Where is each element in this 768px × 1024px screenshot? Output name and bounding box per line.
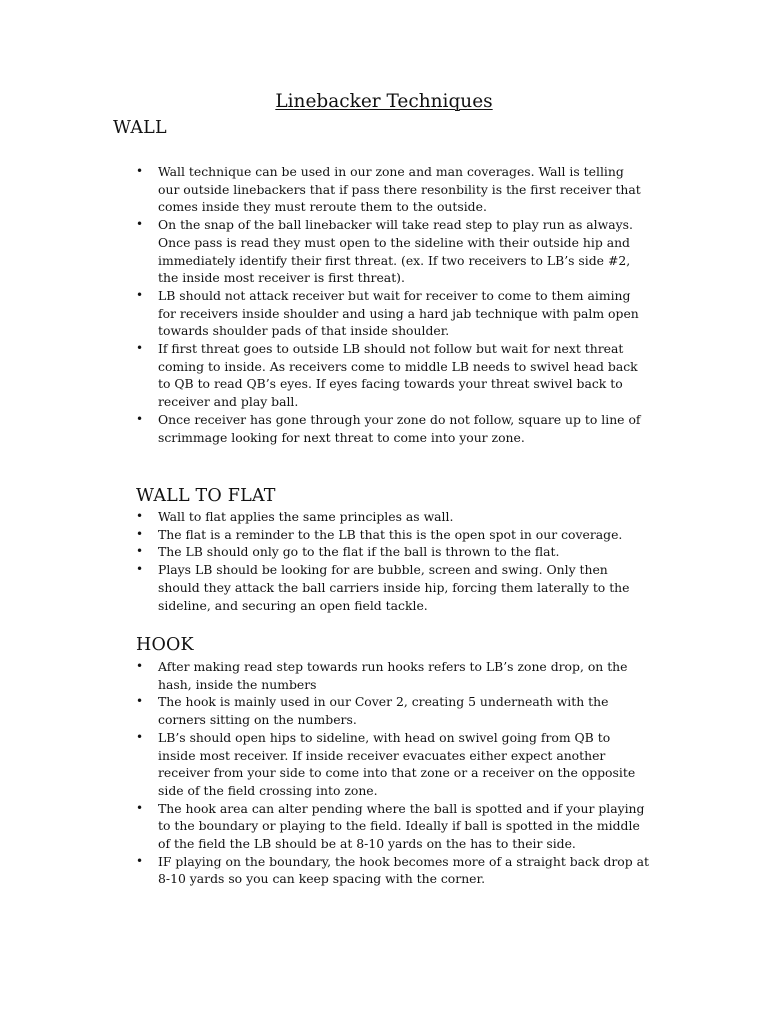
- list-item: [136, 411, 656, 446]
- section-heading-wall-to-flat: WALL TO FLAT: [136, 486, 276, 506]
- list-item: [136, 800, 656, 853]
- list-item: [136, 340, 656, 411]
- bullet-icon: •: [136, 509, 144, 523]
- list-item-text: Once receiver has gone through your zone do not follow, square up to line of scrimmage looking for next threat to come into your zone.: [158, 411, 641, 445]
- list-item-text: The hook area can alter pending where the ball is spotted and if your playing to the boundary or playing to the field. Ideally if ball is spotted in the middle of the field the LB should be at 8-10 yards on the has to their side.: [158, 800, 645, 852]
- bullet-icon: •: [136, 659, 144, 673]
- bullet-list-wall-to-flat: [136, 508, 656, 614]
- list-item: [136, 658, 656, 693]
- list-item-text: After making read step towards run hooks refers to LB’s zone drop, on the hash, inside the numbers: [158, 659, 628, 692]
- list-item: [136, 163, 656, 216]
- bullet-icon: •: [136, 800, 144, 815]
- bullet-icon: •: [136, 287, 144, 302]
- bullet-icon: •: [136, 562, 144, 577]
- list-item-text: If first threat goes to outside LB should not follow but wait for next threat coming to inside. As receivers come to middle LB needs to swivel head back to QB to read QB’s eyes. If eyes facing towards your threat swivel back to receiver and play ball.: [158, 341, 638, 410]
- list-item: [136, 216, 656, 287]
- list-item: [136, 561, 656, 614]
- bullet-list-hook: [136, 658, 656, 888]
- bullet-icon: •: [136, 164, 144, 178]
- list-item: [136, 729, 656, 800]
- list-item-text: The LB should only go to the flat if the ball is thrown to the flat.: [158, 544, 560, 560]
- list-item-text: IF playing on the boundary, the hook becomes more of a straight back drop at 8-10 yards so you can keep spacing with the corner.: [158, 853, 649, 887]
- section-heading-hook: HOOK: [136, 635, 194, 655]
- list-item-text: Plays LB should be looking for are bubble, screen and swing. Only then should they attack the ball carriers inside hip, forcing them laterally to the sideline, and securing an open field tackle.: [158, 562, 630, 613]
- list-item-text: Wall to flat applies the same principles as wall.: [158, 509, 454, 524]
- list-item: [136, 526, 656, 544]
- list-item: [136, 853, 656, 888]
- bullet-icon: •: [136, 411, 144, 426]
- bullet-icon: •: [136, 729, 144, 744]
- list-item: [136, 543, 656, 561]
- list-item-text: The flat is a reminder to the LB that this is the open spot in our coverage.: [158, 526, 623, 542]
- list-item-text: On the snap of the ball linebacker will take read step to play run as always. Once pass is read they must open to the sideline with their outside hip and immediately identify their first threat. (ex. If two receivers to LB’s side #2, the inside most receiver is first threat).: [158, 217, 633, 286]
- section-heading-wall: WALL: [113, 118, 167, 138]
- bullet-icon: •: [136, 853, 144, 868]
- document-title: Linebacker Techniques: [275, 91, 493, 112]
- list-item-text: The hook is mainly used in our Cover 2, creating 5 underneath with the corners sitting on the numbers.: [158, 694, 609, 728]
- bullet-list-wall: [136, 163, 656, 446]
- list-item-text: Wall technique can be used in our zone and man coverages. Wall is telling our outside linebackers that if pass there resonbility is the first receiver that comes inside they must reroute them to the outside.: [158, 164, 641, 215]
- list-item-text: LB’s should open hips to sideline, with head on swivel going from QB to inside most receiver. If inside receiver evacuates either expect another receiver from your side to come into that zone or a receiver on the opposite side of the field crossing into zone.: [158, 729, 636, 798]
- list-item: [136, 287, 656, 340]
- list-item-text: LB should not attack receiver but wait for receiver to come to them aiming for receivers inside shoulder and using a hard jab technique with palm open towards shoulder pads of that inside shoulder.: [158, 287, 639, 339]
- bullet-icon: •: [136, 544, 144, 559]
- list-item: [136, 693, 656, 728]
- bullet-icon: •: [136, 217, 144, 232]
- list-item: [136, 508, 656, 526]
- bullet-icon: •: [136, 694, 144, 709]
- bullet-icon: •: [136, 526, 144, 541]
- bullet-icon: •: [136, 341, 144, 356]
